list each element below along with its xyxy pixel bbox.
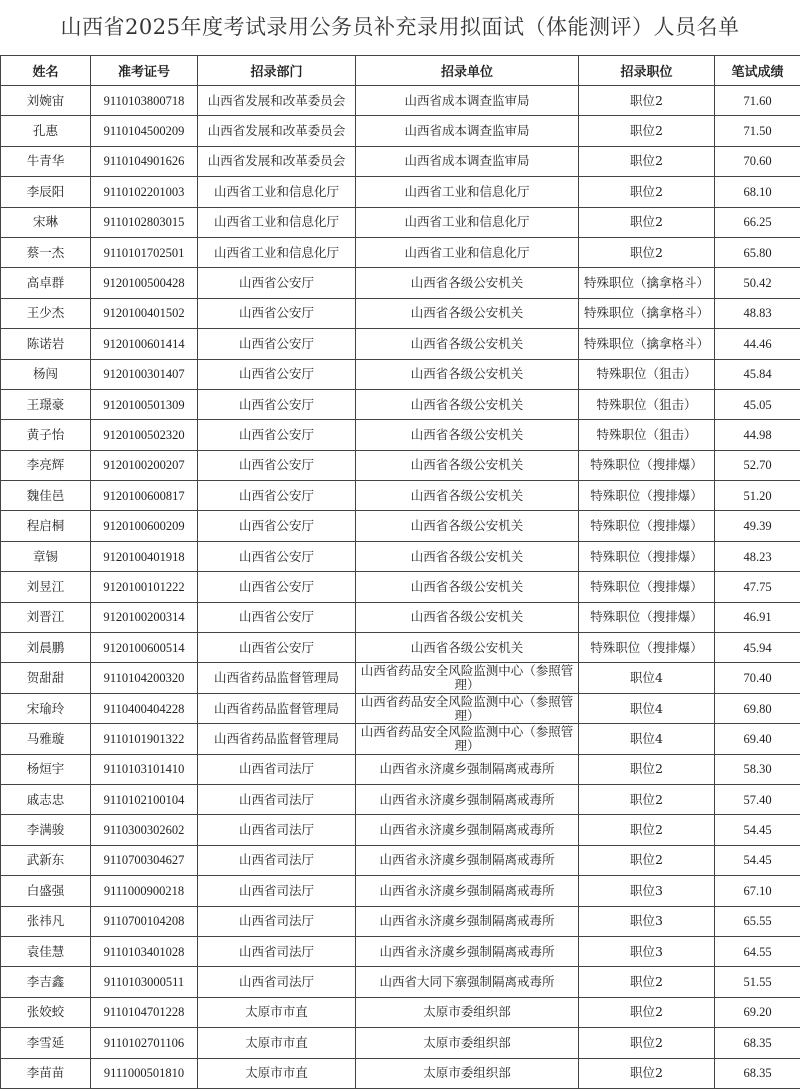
table-row xyxy=(1,116,800,146)
cell-unit: 山西省永济虞乡强制隔离戒毒所 xyxy=(356,936,579,966)
cell-ticket-number: 9120100601414 xyxy=(91,329,198,359)
cell-name: 刘婉宙 xyxy=(1,86,91,116)
cell-name: 贺甜甜 xyxy=(1,663,91,693)
cell-department: 山西省公安厅 xyxy=(198,541,356,571)
cell-unit: 山西省工业和信息化厅 xyxy=(356,237,579,267)
cell-ticket-number: 9120100401502 xyxy=(91,298,198,328)
cell-unit: 山西省各级公安机关 xyxy=(356,420,579,450)
table-row xyxy=(1,329,800,359)
cell-ticket-number: 9110103000511 xyxy=(91,967,198,997)
cell-score: 65.80 xyxy=(715,237,800,267)
table-body xyxy=(1,86,800,1089)
cell-position: 职位4 xyxy=(579,724,715,754)
table-row xyxy=(1,450,800,480)
cell-position: 职位2 xyxy=(579,784,715,814)
cell-position: 职位2 xyxy=(579,177,715,207)
cell-ticket-number: 9110103401028 xyxy=(91,936,198,966)
table-row xyxy=(1,997,800,1027)
cell-ticket-number: 9120100500428 xyxy=(91,268,198,298)
cell-name: 李辰阳 xyxy=(1,177,91,207)
cell-unit: 太原市委组织部 xyxy=(356,1028,579,1058)
table-row xyxy=(1,633,800,663)
cell-department: 山西省司法厅 xyxy=(198,845,356,875)
cell-score: 71.50 xyxy=(715,116,800,146)
cell-name: 陈诺岩 xyxy=(1,329,91,359)
table-row xyxy=(1,359,800,389)
cell-position: 职位2 xyxy=(579,116,715,146)
table-row xyxy=(1,936,800,966)
cell-score: 65.55 xyxy=(715,906,800,936)
header-score: 笔试成绩 xyxy=(715,56,800,86)
cell-score: 71.60 xyxy=(715,86,800,116)
cell-department: 太原市市直 xyxy=(198,1058,356,1088)
cell-name: 李吉鑫 xyxy=(1,967,91,997)
cell-position: 职位2 xyxy=(579,1058,715,1088)
cell-name: 刘昱江 xyxy=(1,572,91,602)
table-row xyxy=(1,1058,800,1088)
cell-department: 山西省公安厅 xyxy=(198,602,356,632)
table-row xyxy=(1,876,800,906)
cell-ticket-number: 9120100502320 xyxy=(91,420,198,450)
cell-name: 杨烜宇 xyxy=(1,754,91,784)
cell-department: 山西省公安厅 xyxy=(198,481,356,511)
cell-name: 魏佳邑 xyxy=(1,481,91,511)
cell-unit: 山西省各级公安机关 xyxy=(356,602,579,632)
cell-ticket-number: 9110400404228 xyxy=(91,693,198,723)
cell-department: 山西省药品监督管理局 xyxy=(198,693,356,723)
table-row xyxy=(1,572,800,602)
cell-ticket-number: 9110101702501 xyxy=(91,237,198,267)
cell-score: 69.20 xyxy=(715,997,800,1027)
cell-unit: 山西省各级公安机关 xyxy=(356,541,579,571)
cell-ticket-number: 9111000501810 xyxy=(91,1058,198,1088)
table-row xyxy=(1,298,800,328)
table-row xyxy=(1,268,800,298)
page-title: 山西省2025年度考试录用公务员补充录用拟面试（体能测评）人员名单 xyxy=(0,0,800,55)
cell-ticket-number: 9110104200320 xyxy=(91,663,198,693)
header-name: 姓名 xyxy=(1,56,91,86)
cell-department: 山西省司法厅 xyxy=(198,876,356,906)
cell-ticket-number: 9110104701228 xyxy=(91,997,198,1027)
cell-department: 山西省发展和改革委员会 xyxy=(198,116,356,146)
cell-score: 46.91 xyxy=(715,602,800,632)
cell-position: 特殊职位（擒拿格斗） xyxy=(579,329,715,359)
cell-score: 68.10 xyxy=(715,177,800,207)
cell-ticket-number: 9110300302602 xyxy=(91,815,198,845)
cell-department: 山西省司法厅 xyxy=(198,815,356,845)
cell-score: 66.25 xyxy=(715,207,800,237)
cell-department: 山西省司法厅 xyxy=(198,784,356,814)
cell-score: 51.20 xyxy=(715,481,800,511)
cell-name: 李雪延 xyxy=(1,1028,91,1058)
cell-position: 职位2 xyxy=(579,754,715,784)
cell-department: 山西省司法厅 xyxy=(198,967,356,997)
table-row xyxy=(1,146,800,176)
cell-unit: 山西省各级公安机关 xyxy=(356,481,579,511)
cell-department: 山西省公安厅 xyxy=(198,420,356,450)
cell-position: 特殊职位（擒拿格斗） xyxy=(579,268,715,298)
cell-unit: 太原市委组织部 xyxy=(356,997,579,1027)
cell-ticket-number: 9120100101222 xyxy=(91,572,198,602)
cell-position: 特殊职位（擒拿格斗） xyxy=(579,298,715,328)
cell-name: 王少杰 xyxy=(1,298,91,328)
table-row xyxy=(1,906,800,936)
cell-name: 蔡一杰 xyxy=(1,237,91,267)
cell-name: 张祎凡 xyxy=(1,906,91,936)
table-row xyxy=(1,511,800,541)
cell-score: 54.45 xyxy=(715,815,800,845)
table-row xyxy=(1,815,800,845)
cell-department: 山西省发展和改革委员会 xyxy=(198,146,356,176)
cell-ticket-number: 9120100600817 xyxy=(91,481,198,511)
cell-ticket-number: 9110104901626 xyxy=(91,146,198,176)
cell-name: 张姣蛟 xyxy=(1,997,91,1027)
cell-unit: 山西省永济虞乡强制隔离戒毒所 xyxy=(356,754,579,784)
cell-position: 特殊职位（狙击） xyxy=(579,420,715,450)
cell-score: 47.75 xyxy=(715,572,800,602)
cell-ticket-number: 9110101901322 xyxy=(91,724,198,754)
cell-position: 职位2 xyxy=(579,997,715,1027)
cell-department: 山西省公安厅 xyxy=(198,572,356,602)
cell-ticket-number: 9110700304627 xyxy=(91,845,198,875)
cell-department: 山西省司法厅 xyxy=(198,936,356,966)
cell-unit: 山西省各级公安机关 xyxy=(356,359,579,389)
cell-name: 程启桐 xyxy=(1,511,91,541)
cell-department: 山西省公安厅 xyxy=(198,389,356,419)
candidate-table xyxy=(0,55,800,1089)
cell-position: 职位2 xyxy=(579,86,715,116)
cell-ticket-number: 9120100600209 xyxy=(91,511,198,541)
table-row xyxy=(1,389,800,419)
cell-position: 职位2 xyxy=(579,207,715,237)
cell-name: 白盛强 xyxy=(1,876,91,906)
cell-ticket-number: 9110104500209 xyxy=(91,116,198,146)
cell-position: 特殊职位（狙击） xyxy=(579,359,715,389)
cell-position: 职位2 xyxy=(579,237,715,267)
cell-unit: 山西省永济虞乡强制隔离戒毒所 xyxy=(356,815,579,845)
cell-position: 职位4 xyxy=(579,663,715,693)
cell-unit: 山西省各级公安机关 xyxy=(356,572,579,602)
cell-department: 山西省药品监督管理局 xyxy=(198,663,356,693)
cell-department: 山西省发展和改革委员会 xyxy=(198,86,356,116)
cell-score: 45.84 xyxy=(715,359,800,389)
cell-position: 职位2 xyxy=(579,815,715,845)
cell-ticket-number: 9110102803015 xyxy=(91,207,198,237)
cell-score: 57.40 xyxy=(715,784,800,814)
cell-name: 李满骏 xyxy=(1,815,91,845)
cell-department: 山西省工业和信息化厅 xyxy=(198,237,356,267)
cell-name: 牛青华 xyxy=(1,146,91,176)
cell-score: 70.60 xyxy=(715,146,800,176)
cell-unit: 山西省成本调查监审局 xyxy=(356,116,579,146)
table-row xyxy=(1,967,800,997)
cell-position: 职位3 xyxy=(579,936,715,966)
cell-department: 山西省司法厅 xyxy=(198,906,356,936)
cell-name: 章锡 xyxy=(1,541,91,571)
cell-department: 山西省公安厅 xyxy=(198,511,356,541)
cell-name: 袁佳慧 xyxy=(1,936,91,966)
cell-ticket-number: 9110700104208 xyxy=(91,906,198,936)
cell-department: 太原市市直 xyxy=(198,997,356,1027)
table-header-row xyxy=(1,56,800,86)
table-row xyxy=(1,784,800,814)
cell-ticket-number: 9120100200314 xyxy=(91,602,198,632)
cell-position: 特殊职位（搜排爆） xyxy=(579,511,715,541)
table-row xyxy=(1,845,800,875)
table-row xyxy=(1,693,800,723)
cell-score: 69.40 xyxy=(715,724,800,754)
header-position: 招录职位 xyxy=(579,56,715,86)
cell-name: 王璟豪 xyxy=(1,389,91,419)
cell-unit: 山西省各级公安机关 xyxy=(356,389,579,419)
cell-position: 特殊职位（狙击） xyxy=(579,389,715,419)
cell-unit: 山西省各级公安机关 xyxy=(356,633,579,663)
cell-unit: 山西省永济虞乡强制隔离戒毒所 xyxy=(356,876,579,906)
cell-score: 48.23 xyxy=(715,541,800,571)
table-row xyxy=(1,754,800,784)
cell-score: 58.30 xyxy=(715,754,800,784)
cell-unit: 山西省成本调查监审局 xyxy=(356,146,579,176)
cell-position: 特殊职位（搜排爆） xyxy=(579,450,715,480)
table-row xyxy=(1,86,800,116)
cell-position: 职位2 xyxy=(579,967,715,997)
cell-ticket-number: 9110103800718 xyxy=(91,86,198,116)
cell-score: 45.94 xyxy=(715,633,800,663)
cell-unit: 山西省永济虞乡强制隔离戒毒所 xyxy=(356,784,579,814)
cell-position: 职位4 xyxy=(579,693,715,723)
cell-unit: 山西省药品安全风险监测中心（参照管理） xyxy=(356,663,579,693)
cell-department: 山西省工业和信息化厅 xyxy=(198,177,356,207)
cell-score: 70.40 xyxy=(715,663,800,693)
cell-name: 宋琳 xyxy=(1,207,91,237)
cell-ticket-number: 9110102201003 xyxy=(91,177,198,207)
cell-position: 职位2 xyxy=(579,146,715,176)
cell-score: 44.46 xyxy=(715,329,800,359)
cell-name: 孔惠 xyxy=(1,116,91,146)
cell-unit: 山西省各级公安机关 xyxy=(356,450,579,480)
cell-position: 特殊职位（搜排爆） xyxy=(579,541,715,571)
cell-score: 45.05 xyxy=(715,389,800,419)
cell-name: 马雅璇 xyxy=(1,724,91,754)
cell-unit: 山西省药品安全风险监测中心（参照管理） xyxy=(356,693,579,723)
table-row xyxy=(1,602,800,632)
cell-ticket-number: 9120100301407 xyxy=(91,359,198,389)
cell-score: 52.70 xyxy=(715,450,800,480)
cell-score: 68.35 xyxy=(715,1028,800,1058)
cell-position: 职位2 xyxy=(579,1028,715,1058)
table-row xyxy=(1,663,800,693)
cell-score: 54.45 xyxy=(715,845,800,875)
cell-ticket-number: 9120100401918 xyxy=(91,541,198,571)
cell-ticket-number: 9110102100104 xyxy=(91,784,198,814)
cell-position: 特殊职位（搜排爆） xyxy=(579,572,715,602)
cell-unit: 山西省各级公安机关 xyxy=(356,268,579,298)
cell-unit: 山西省各级公安机关 xyxy=(356,329,579,359)
cell-position: 特殊职位（搜排爆） xyxy=(579,481,715,511)
cell-ticket-number: 9120100501309 xyxy=(91,389,198,419)
table-row xyxy=(1,237,800,267)
cell-position: 特殊职位（搜排爆） xyxy=(579,602,715,632)
cell-department: 山西省公安厅 xyxy=(198,450,356,480)
cell-position: 职位3 xyxy=(579,906,715,936)
cell-position: 职位2 xyxy=(579,845,715,875)
cell-ticket-number: 9120100200207 xyxy=(91,450,198,480)
cell-unit: 山西省各级公安机关 xyxy=(356,511,579,541)
cell-ticket-number: 9110103101410 xyxy=(91,754,198,784)
cell-position: 特殊职位（搜排爆） xyxy=(579,633,715,663)
cell-name: 戚志忠 xyxy=(1,784,91,814)
cell-unit: 山西省工业和信息化厅 xyxy=(356,177,579,207)
cell-department: 山西省公安厅 xyxy=(198,298,356,328)
cell-name: 黄子怡 xyxy=(1,420,91,450)
cell-department: 山西省公安厅 xyxy=(198,329,356,359)
cell-department: 山西省公安厅 xyxy=(198,633,356,663)
table-row xyxy=(1,481,800,511)
cell-name: 杨闯 xyxy=(1,359,91,389)
cell-unit: 山西省永济虞乡强制隔离戒毒所 xyxy=(356,906,579,936)
cell-unit: 山西省各级公安机关 xyxy=(356,298,579,328)
cell-score: 64.55 xyxy=(715,936,800,966)
cell-unit: 山西省永济虞乡强制隔离戒毒所 xyxy=(356,845,579,875)
table-row xyxy=(1,177,800,207)
cell-unit: 山西省大同下寨强制隔离戒毒所 xyxy=(356,967,579,997)
cell-score: 69.80 xyxy=(715,693,800,723)
cell-score: 68.35 xyxy=(715,1058,800,1088)
cell-department: 山西省公安厅 xyxy=(198,359,356,389)
cell-unit: 山西省成本调查监审局 xyxy=(356,86,579,116)
cell-unit: 太原市委组织部 xyxy=(356,1058,579,1088)
header-unit: 招录单位 xyxy=(356,56,579,86)
cell-department: 山西省司法厅 xyxy=(198,754,356,784)
cell-name: 宋瑜玲 xyxy=(1,693,91,723)
table-row xyxy=(1,420,800,450)
cell-name: 高卓群 xyxy=(1,268,91,298)
cell-name: 武新东 xyxy=(1,845,91,875)
header-department: 招录部门 xyxy=(198,56,356,86)
cell-score: 44.98 xyxy=(715,420,800,450)
cell-department: 山西省公安厅 xyxy=(198,268,356,298)
cell-score: 51.55 xyxy=(715,967,800,997)
cell-score: 50.42 xyxy=(715,268,800,298)
cell-name: 刘晨鹏 xyxy=(1,633,91,663)
cell-name: 李亮辉 xyxy=(1,450,91,480)
cell-score: 67.10 xyxy=(715,876,800,906)
table-row xyxy=(1,724,800,754)
cell-ticket-number: 9111000900218 xyxy=(91,876,198,906)
cell-ticket-number: 9120100600514 xyxy=(91,633,198,663)
cell-department: 山西省工业和信息化厅 xyxy=(198,207,356,237)
table-row xyxy=(1,1028,800,1058)
cell-unit: 山西省工业和信息化厅 xyxy=(356,207,579,237)
table-row xyxy=(1,207,800,237)
cell-score: 49.39 xyxy=(715,511,800,541)
cell-name: 刘晋江 xyxy=(1,602,91,632)
cell-score: 48.83 xyxy=(715,298,800,328)
cell-name: 李苗苗 xyxy=(1,1058,91,1088)
cell-ticket-number: 9110102701106 xyxy=(91,1028,198,1058)
table-row xyxy=(1,541,800,571)
cell-position: 职位3 xyxy=(579,876,715,906)
cell-department: 山西省药品监督管理局 xyxy=(198,724,356,754)
cell-department: 太原市市直 xyxy=(198,1028,356,1058)
cell-unit: 山西省药品安全风险监测中心（参照管理） xyxy=(356,724,579,754)
header-ticket-number: 准考证号 xyxy=(91,56,198,86)
